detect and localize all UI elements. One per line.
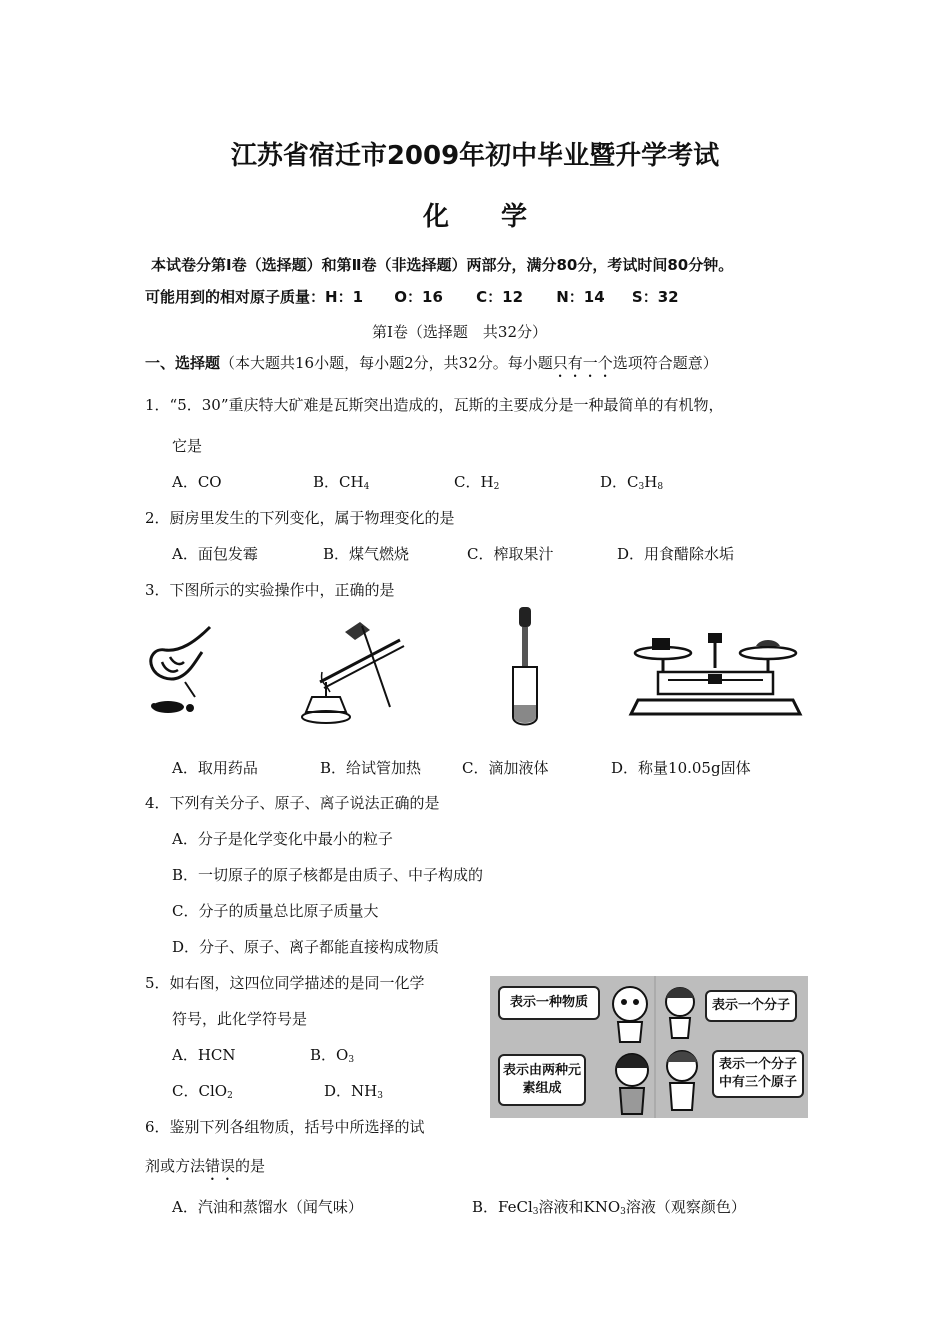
q3-figure-a-hand-picking	[140, 622, 230, 722]
q5-option-b: B．$O_3$	[310, 1046, 355, 1065]
q1-option-d: D．$C_3H_8$	[600, 473, 664, 492]
q5-student-figures	[490, 976, 808, 1118]
part-instructions	[145, 352, 718, 381]
exam-intro: 本试卷分第Ⅰ卷（选择题）和第Ⅱ卷（非选择题）两部分，满分80分，考试时间80分钟。	[151, 256, 734, 274]
q6-option-a: A．汽油和蒸馏水（闻气味）	[172, 1198, 363, 1216]
q4-option-b: B．一切原子的原子核都是由质子、中子构成的	[172, 866, 484, 884]
q3-figure-d-balance-scale	[628, 628, 803, 723]
part-label: 一、选择题	[145, 354, 221, 372]
q3-figure-b-heating-tube	[290, 612, 415, 727]
q3-figure-c-dropping-liquid	[505, 605, 545, 730]
mass-c: C：12	[476, 288, 524, 306]
q2-option-a: A．面包发霉	[172, 545, 258, 563]
q4-option-c: C．分子的质量总比原子质量大	[172, 902, 379, 920]
q6-stem-line1: 6．鉴别下列各组物质，括号中所选择的试	[145, 1118, 425, 1136]
q3-option-b: B．给试管加热	[320, 759, 422, 777]
q2-option-c: C．榨取果汁	[467, 545, 554, 563]
q1-option-c: C．$H_2$	[454, 473, 500, 492]
section-heading: 第Ⅰ卷（选择题 共32分）	[372, 323, 548, 341]
mass-n: N：14	[556, 288, 605, 306]
q3-stem: 3．下图所示的实验操作中，正确的是	[145, 581, 395, 599]
q1-option-b: B．$CH_4$	[313, 473, 370, 492]
q6-emphasis-word: 错误	[205, 1157, 236, 1175]
subject-title: 化 学	[422, 202, 527, 232]
q4-option-a: A．分子是化学变化中最小的粒子	[172, 830, 393, 848]
q5-figure	[490, 976, 808, 1118]
q3-option-d: D．称量10.05g固体	[611, 759, 751, 777]
part-note-a: （本大题共16小题，每小题2分，共32分。每小题	[220, 354, 553, 372]
q2-option-d: D．用食醋除水垢	[617, 545, 735, 563]
q5-option-a: A．HCN	[172, 1046, 236, 1064]
q4-option-d: D．分子、原子、离子都能直接构成物质	[172, 938, 440, 956]
part-note-b: 选项符合题意）	[612, 354, 718, 372]
q5-stem-line1: 5．如右图，这四位同学描述的是同一化学	[145, 974, 425, 992]
q2-stem: 2．厨房里发生的下列变化，属于物理变化的是	[145, 509, 455, 527]
mass-h: H：1	[325, 288, 364, 306]
q2-option-b: B．煤气燃烧	[323, 545, 410, 563]
q5-stem-line2: 符号，此化学符号是	[172, 1010, 308, 1028]
q5-bubble-3: 表示由两种元素组成	[498, 1054, 586, 1106]
q5-bubble-1: 表示一种物质	[498, 986, 600, 1020]
atomic-mass-line	[145, 286, 679, 307]
mass-s: S：32	[631, 288, 679, 306]
atomic-mass-label: 可能用到的相对原子质量：	[145, 288, 326, 306]
q6-stem-line2: 剂或方法错误的是	[145, 1157, 266, 1175]
part-note-emphasis: 只有一个	[552, 354, 613, 372]
exam-title: 江苏省宿迁市2009年初中毕业暨升学考试	[230, 141, 720, 171]
q1-stem-line1: 1．“5．30”重庆特大矿难是瓦斯突出造成的，瓦斯的主要成分是一种最简单的有机物，	[145, 396, 724, 414]
q5-option-d: D．$NH_3$	[324, 1082, 383, 1101]
q5-bubble-4: 表示一个分子中有三个原子	[712, 1050, 804, 1098]
q6-option-b: B．FeCl$_3$溶液和$KNO_3$溶液（观察颜色）	[472, 1198, 746, 1217]
q1-option-a: A．CO	[172, 473, 222, 491]
q4-stem: 4．下列有关分子、原子、离子说法正确的是	[145, 794, 440, 812]
q3-option-a: A．取用药品	[172, 759, 258, 777]
q1-stem-line2: 它是	[172, 437, 203, 455]
q5-bubble-2: 表示一个分子	[705, 990, 797, 1022]
q5-option-c: C．ClO$_2$	[172, 1082, 233, 1101]
mass-o: O：16	[394, 288, 443, 306]
q3-option-c: C．滴加液体	[462, 759, 549, 777]
